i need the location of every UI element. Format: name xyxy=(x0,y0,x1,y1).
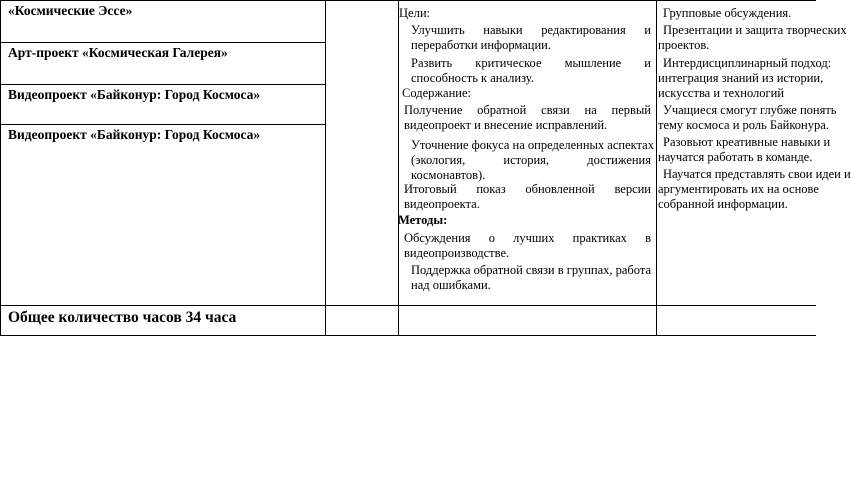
method-item-line: видеопроизводстве. xyxy=(404,246,510,260)
column-divider-1 xyxy=(325,0,326,336)
form-line: Интердисциплинарный подход: xyxy=(663,56,832,70)
topic-cell: Видеопроект «Байконур: Город Космоса» xyxy=(8,127,261,142)
table-border-left xyxy=(0,0,1,336)
goal-item-line: способность к анализу. xyxy=(411,71,534,85)
total-hours: Общее количество часов 34 часа xyxy=(8,309,237,326)
row-divider-2 xyxy=(0,84,326,85)
form-line: аргументировать их на основе xyxy=(658,182,819,196)
goal-item-line: Улучшить навыки редактирования и xyxy=(411,23,651,37)
goal-item-line: Развить критическое мышление и xyxy=(411,56,651,70)
row-divider-total xyxy=(0,305,816,306)
form-line: Групповые обсуждения. xyxy=(663,6,792,20)
form-line: собранной информации. xyxy=(658,197,788,211)
content-item-line: видеопроект и внесение исправлений. xyxy=(404,118,608,132)
form-line: интеграция знаний из истории, xyxy=(658,71,824,85)
content-heading: Содержание: xyxy=(402,86,471,100)
form-line: Научатся представлять свои идеи и xyxy=(663,167,851,181)
form-line: Учащиеся смогут глубже понять xyxy=(663,103,837,117)
method-item-line: Обсуждения о лучших практиках в xyxy=(404,231,651,245)
form-line: научатся работать в команде. xyxy=(658,150,813,164)
goals-heading: Цели: xyxy=(399,6,430,20)
content-item-line: космонавтов). xyxy=(411,168,486,182)
form-line: Разовьют креативные навыки и xyxy=(663,135,831,149)
topic-cell: «Космические Эссе» xyxy=(8,3,133,18)
column-divider-3 xyxy=(656,0,657,336)
row-divider-1 xyxy=(0,42,326,43)
form-line: Презентации и защита творческих xyxy=(663,23,847,37)
content-item-line: видеопроекта. xyxy=(404,197,480,211)
column-divider-2 xyxy=(398,0,399,336)
method-item-line: над ошибками. xyxy=(411,278,491,292)
methods-heading: Методы: xyxy=(398,213,448,227)
content-item-line: (экология, история, достижения xyxy=(411,153,651,167)
content-item-line: Получение обратной связи на первый xyxy=(404,103,651,117)
content-item-line: Итоговый показ обновленной версии xyxy=(404,182,651,196)
form-line: искусства и технологий xyxy=(658,86,785,100)
table-border-top xyxy=(0,0,816,1)
table-border-bottom xyxy=(0,335,816,336)
row-divider-3 xyxy=(0,124,326,125)
topic-cell: Арт-проект «Космическая Галерея» xyxy=(8,45,228,60)
content-item-line: Уточнение фокуса на определенных аспектах xyxy=(411,138,654,152)
method-item-line: Поддержка обратной связи в группах, работа xyxy=(411,263,652,277)
goal-item-line: переработки информации. xyxy=(411,38,551,52)
form-line: проектов. xyxy=(658,38,710,52)
topic-cell: Видеопроект «Байконур: Город Космоса» xyxy=(8,87,261,102)
form-line: тему космоса и роль Байконура. xyxy=(658,118,829,132)
